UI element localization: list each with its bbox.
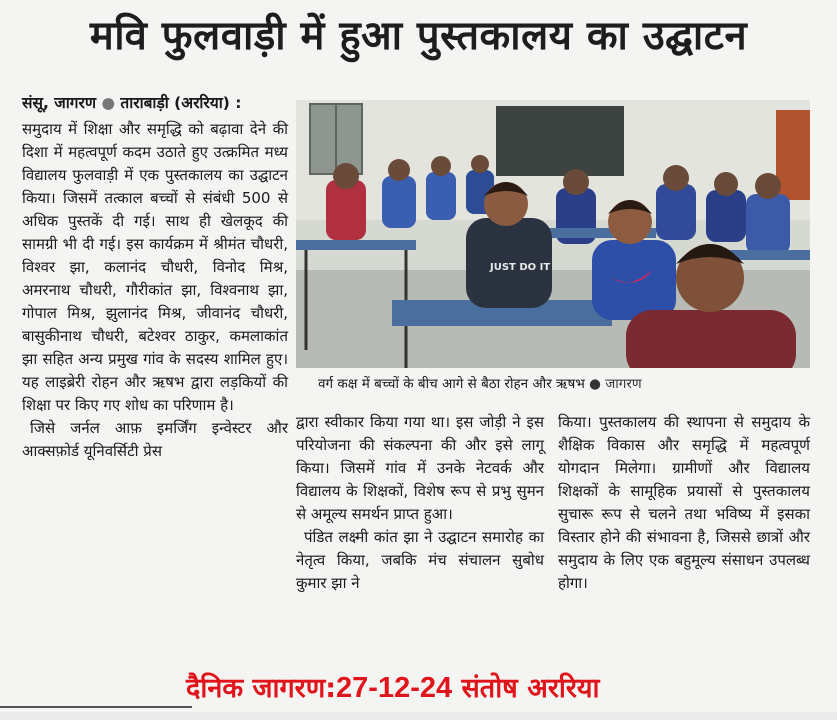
article-column-2 [296, 411, 544, 595]
shirt-print: JUST DO IT [490, 262, 551, 273]
page-bottom-strip [0, 712, 837, 720]
article-column-3 [558, 411, 810, 595]
dateline [22, 92, 292, 114]
article-paragraph: द्वारा स्वीकार किया गया था। इस जोड़ी ने इस परियोजना की संकल्पना की और इसे लागू किया। जिसमें गांव में उनके नेटवर्क और विद्यालय के शिक्षकों, विशेष रूप से प्रभु सुमन से अमूल्य समर्थन प्राप्त हुआ। [296, 413, 544, 523]
article-paragraph: किया। पुस्तकालय की स्थापना से समुदाय के शैक्षिक विकास और समृद्धि में महत्वपूर्ण योगदान मिलेगा। ग्रामीणों और विद्यालय शिक्षकों के सामूहिक प्रयासों से पुस्तकालय सुचारू रूप से चलने तथा भविष्य में इसका विस्तार होने की संभावना है, जिससे छात्रों और समुदाय के लिए एक बहुमूल्य संसाधन उपलब्ध होगा। [558, 413, 810, 592]
footer-paper: दैनिक जागरण: [186, 673, 337, 704]
footer-date: 27-12-24 [336, 672, 453, 704]
caption-credit: जागरण [605, 376, 642, 392]
headline: मवि फुलवाड़ी में हुआ पुस्तकालय का उद्घाटन [89, 13, 748, 59]
article-paragraph: समुदाय में शिक्षा और समृद्धि को बढ़ावा देने की दिशा में महत्वपूर्ण कदम उठाते हुए उत्क्रमित मध्य विद्यालय फुलवाड़ी में एक पुस्तकालय का उद्घाटन किया। जिसमें तत्काल बच्चों से संबंधी 500 से अधिक पुस्तकें दी गई। साथ ही खेलकूद की सामग्री भी दी गई। इस कार्यक्रम में श्रीमंत चौधरी, विश्वर झा, कलानंद चौधरी, विनोद मिश्र, अमरनाथ चौधरी, गौरीकांत झा, विश्वनाथ झा, गोपाल मिश्र, झुलानंद मिश्र, जीवानंद चौधरी, बासुकीनाथ चौधरी, बटेश्वर ठाकुर, कमलाकांत झा सहित अन्य प्रमुख गांव के सदस्य शामिल हुए। यह लाइब्रेरी रोहन और ऋषभ द्वारा लड़कियों की शिक्षा पर किए गए शोध का परिणाम है। [22, 120, 288, 414]
classroom-photo [296, 100, 810, 368]
divider [0, 706, 192, 708]
dateline-place: ताराबाड़ी (अररिया) : [120, 94, 242, 112]
caption-text: वर्ग कक्ष में बच्चों के बीच आगे से बैठा रोहन और ऋषभ [318, 376, 585, 392]
footer-credit [186, 668, 746, 708]
dateline-agency: संसू, जागरण [22, 94, 97, 112]
article-paragraph: जिसे जर्नल आफ़ इमर्जिंग इन्वेस्टर और आक्सफ़ोर्ड यूनिवर्सिटी प्रेस [22, 419, 288, 460]
footer-byline: संतोष अररिया [461, 673, 600, 704]
article-column-1 [22, 118, 288, 463]
article-paragraph: पंडित लक्ष्मी कांत झा ने उद्घाटन समारोह का नेतृत्व किया, जबकि मंच संचालन सुबोध कुमार झा ने [296, 528, 544, 592]
bullet-icon: ● [589, 376, 601, 392]
bullet-icon: ● [101, 94, 115, 112]
photo-caption [318, 374, 810, 394]
classroom-photo-illustration [296, 100, 810, 368]
